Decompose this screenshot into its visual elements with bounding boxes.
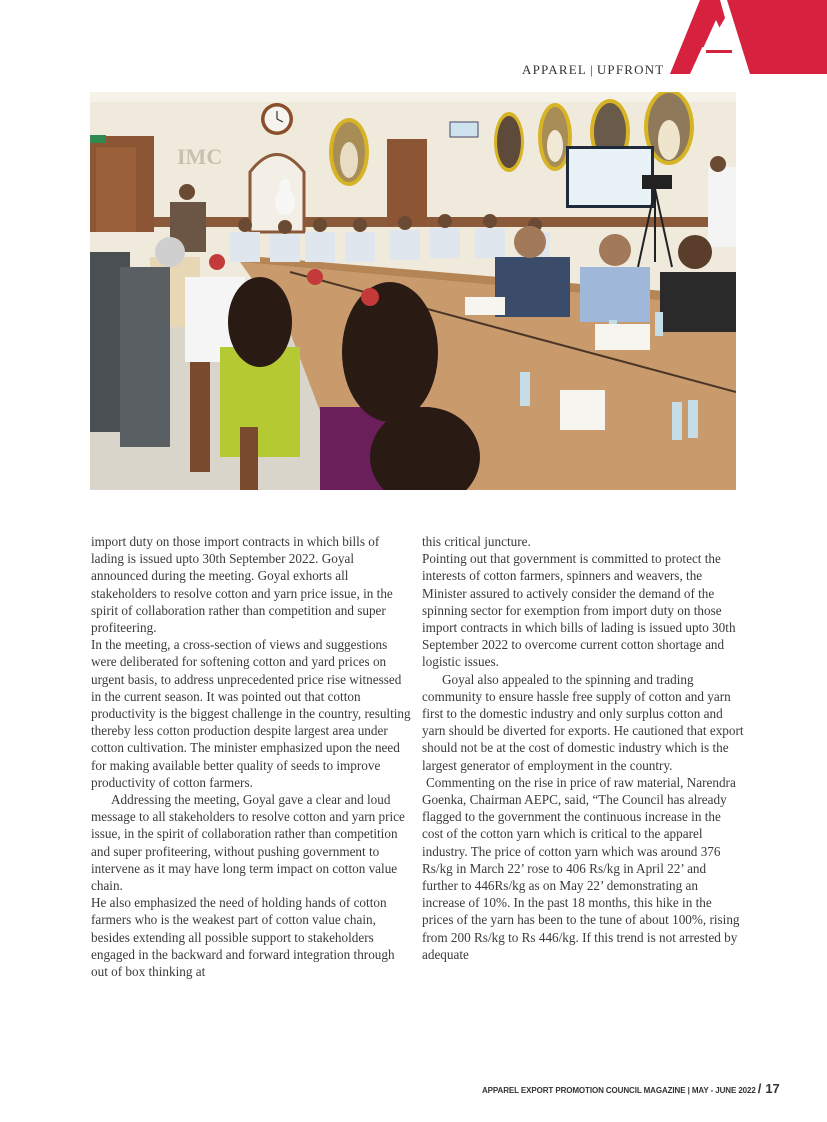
article-paragraph: Goyal also appealed to the spinning and trading community to ensure hassle free supply of cotton and yarn first to the domestic industry and only surplus cotton and yarn should be diverted for exports. He cautioned that export should not be at the cost of domestic industry which is the largest generator of employment in the country. [422, 671, 744, 773]
article-paragraph: In the meeting, a cross-section of views and suggestions were deliberated for softening cotton and yard prices on urgent basis, to address unprecedented price rise witnessed in the current season. It was pointed out that cotton productivity is the biggest challenge in the country, resulting thereby less cotton production despite largest area under cotton cultivation. The minister emphasized upon the need for making available better quality of seeds to improve productivity of cotton farmers. [91, 637, 411, 790]
article-paragraph: He also emphasized the need of holding hands of cotton farmers who is the weakest part of cotton value chain, besides extending all possible support to stakeholders engaged in the backward and forward integration through out of box thinking at [91, 895, 395, 980]
article-left-column [91, 533, 413, 980]
page-number: 17 [765, 1081, 780, 1096]
article-right-column [422, 533, 744, 963]
section-name: APPAREL [522, 62, 587, 77]
page-separator: / [757, 1081, 762, 1096]
article-paragraph: Commenting on the rise in price of raw material, Narendra Goenka, Chairman AEPC, said, “The Council has already flagged to the government the continuous increase in the cost of the cotton yarn which is critical to the apparel industry. The price of cotton yarn which was around 376 Rs/kg in March 22’ rose to 406 Rs/kg in April 22’ and further to 446Rs/kg as on May 22’ demonstrating an increase of 10%. In the past 18 months, this hike in the prices of the yarn has been to the tune of about 100%, rising from 200 Rs/kg to Rs 446/kg. If this trend is not arrested by adequate [422, 774, 740, 962]
article-paragraph: Addressing the meeting, Goyal gave a clear and loud message to all stakeholders to resolve cotton and yarn price issue, in the spirit of collaboration rather than competition and super profiteering, without pushing government to intervene as it may have long term impact on cotton value chain. [91, 792, 405, 894]
meeting-photo-illustration [90, 92, 736, 490]
section-label [522, 62, 664, 78]
publication-name: APPAREL EXPORT PROMOTION COUNCIL MAGAZINE | MAY - JUNE 2022 [482, 1086, 756, 1095]
magazine-logo-icon [670, 0, 827, 76]
wall-text: IMC [177, 144, 223, 169]
article-paragraph: this critical juncture. [422, 534, 531, 549]
section-separator: | [590, 62, 594, 77]
article-paragraph: import duty on those import contracts in which bills of lading is issued upto 30th September 2022. Goyal announced during the meeting. Goyal exhorts all stakeholders to resolve cotton and yarn price issue, in the spirit of collaboration rather than competition and super profiteering. [91, 534, 393, 636]
article-paragraph: Pointing out that government is committed to protect the interests of cotton farmers, spinners and weavers, the Minister assured to actively consider the demand of the spinning sector for exemption from import duty on those import contracts in which bills of lading is issued upto 30th September 2022 to overcome current cotton shortage and logistic issues. [422, 551, 736, 670]
subsection-name: UPFRONT [596, 62, 665, 77]
page-footer [482, 1081, 780, 1096]
meeting-photo [90, 92, 736, 490]
